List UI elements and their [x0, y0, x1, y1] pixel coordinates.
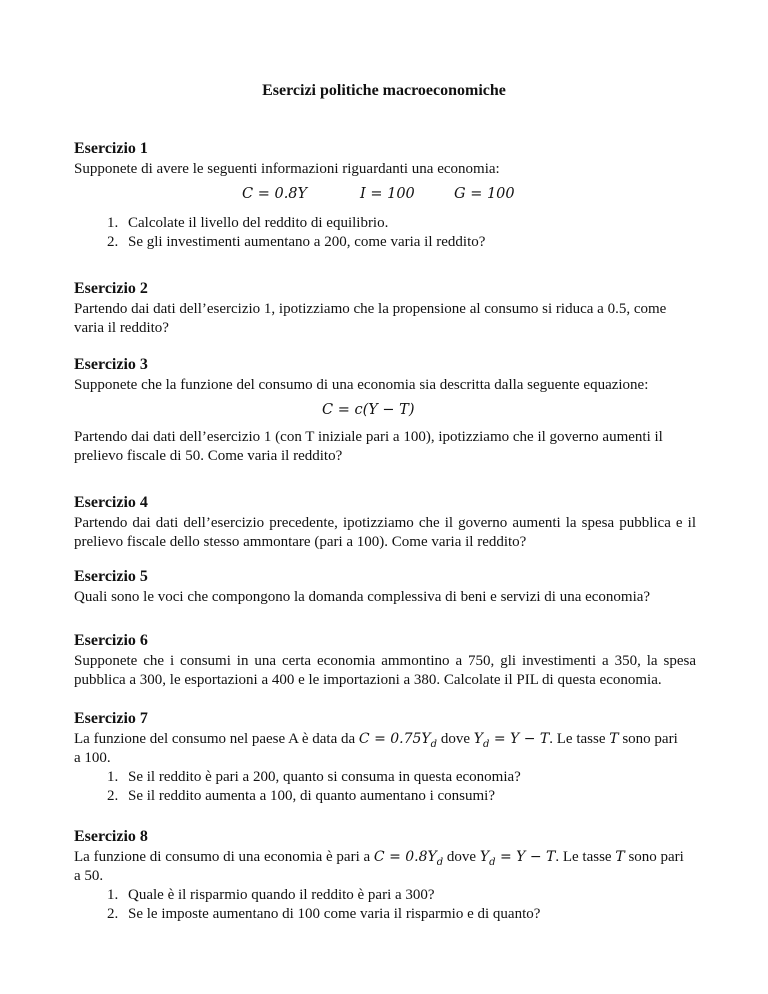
- exercise-1-heading: Esercizio 1: [74, 140, 148, 157]
- list-item: 1. Quale è il risparmio quando il reddito è pari a 300?: [122, 886, 696, 905]
- exercise-8-text-a: La funzione di consumo di una economia è pari a: [74, 849, 371, 865]
- exercise-6-heading: Esercizio 6: [74, 632, 148, 649]
- exercise-8-line-2: a 50.: [74, 868, 104, 884]
- exercise-8-list: [74, 886, 696, 924]
- exercise-3-heading: Esercizio 3: [74, 356, 148, 373]
- document-title: Esercizi politiche macroeconomiche: [262, 82, 506, 99]
- list-item: 2. Se le imposte aumentano di 100 come varia il risparmio e di quanto?: [122, 905, 696, 924]
- exercise-7-text-c: . Le tasse: [549, 731, 606, 747]
- exercise-4-heading: Esercizio 4: [74, 494, 148, 511]
- exercise-7-disposable-eq: $Y_d = Y - T$: [473, 731, 550, 750]
- exercise-6-text: Supponete che i consumi in una certa economia ammontino a 750, gli investimenti a 350, la spesa pubblica a 300, le esportazioni a 400 e le importazioni a 380. Calcolate il PIL di questa economia.: [74, 653, 696, 688]
- exercise-5-text: Quali sono le voci che compongono la domanda complessiva di beni e servizi di una economia?: [74, 589, 651, 605]
- exercise-1-equation-g: G = 100: [454, 186, 515, 202]
- exercise-8-text-b: dove: [446, 849, 477, 865]
- exercise-3-intro: Supponete che la funzione del consumo di una economia sia descritta dalla seguente equazione:: [74, 377, 649, 393]
- exercise-1-list: [74, 214, 696, 252]
- exercise-3-text: Partendo dai dati dell’esercizio 1 (con T iniziale pari a 100), ipotizziamo che il governo aumenti il prelievo fiscale di 50. Come varia il reddito?: [74, 429, 663, 464]
- exercise-8-heading: Esercizio 8: [74, 828, 148, 845]
- exercise-7-text-a: La funzione del consumo nel paese A è data da: [74, 731, 356, 747]
- exercise-2-text: Partendo dai dati dell’esercizio 1, ipotizziamo che la propensione al consumo si riduca a 0.5, come varia il reddito?: [74, 301, 667, 336]
- exercise-7-consumption-eq: $C = 0.75Y_d$: [358, 731, 438, 750]
- exercise-1-intro: Supponete di avere le seguenti informazioni riguardanti una economia:: [74, 161, 500, 177]
- exercise-7-text-b: dove: [440, 731, 470, 747]
- exercise-8-text-d: sono pari: [628, 849, 684, 865]
- exercise-1-equation-c: C = 0.8Y: [242, 186, 308, 202]
- exercise-7-line-2: a 100.: [74, 750, 111, 766]
- exercise-3-equation: C = c(Y − T): [322, 402, 415, 418]
- exercise-1-equation-i: I = 100: [360, 186, 415, 202]
- list-item: 2. Se il reddito aumenta a 100, di quanto aumentano i consumi?: [122, 787, 696, 806]
- list-item: 1. Calcolate il livello del reddito di equilibrio.: [122, 214, 696, 233]
- exercise-8-consumption-eq: $C = 0.8Y_d$: [373, 849, 444, 868]
- exercise-7-text-d: sono pari: [622, 731, 678, 747]
- exercise-7-list: [74, 768, 696, 806]
- exercise-8-tax-symbol: T: [615, 849, 625, 865]
- list-item: 1. Se il reddito è pari a 200, quanto si consuma in questa economia?: [122, 768, 696, 787]
- list-item: 2. Se gli investimenti aumentano a 200, come varia il reddito?: [122, 233, 696, 252]
- exercise-2-heading: Esercizio 2: [74, 280, 148, 297]
- exercise-5-heading: Esercizio 5: [74, 568, 148, 585]
- exercise-8-disposable-eq: $Y_d = Y - T$: [479, 849, 556, 868]
- exercise-7-tax-symbol: T: [609, 731, 619, 747]
- exercise-8-text-c: . Le tasse: [555, 849, 612, 865]
- exercise-4-text: Partendo dai dati dell’esercizio precedente, ipotizziamo che il governo aumenti la spesa pubblica e il prelievo fiscale dello stesso ammontare (pari a 100). Come varia il reddito?: [74, 515, 696, 550]
- exercise-7-heading: Esercizio 7: [74, 710, 148, 727]
